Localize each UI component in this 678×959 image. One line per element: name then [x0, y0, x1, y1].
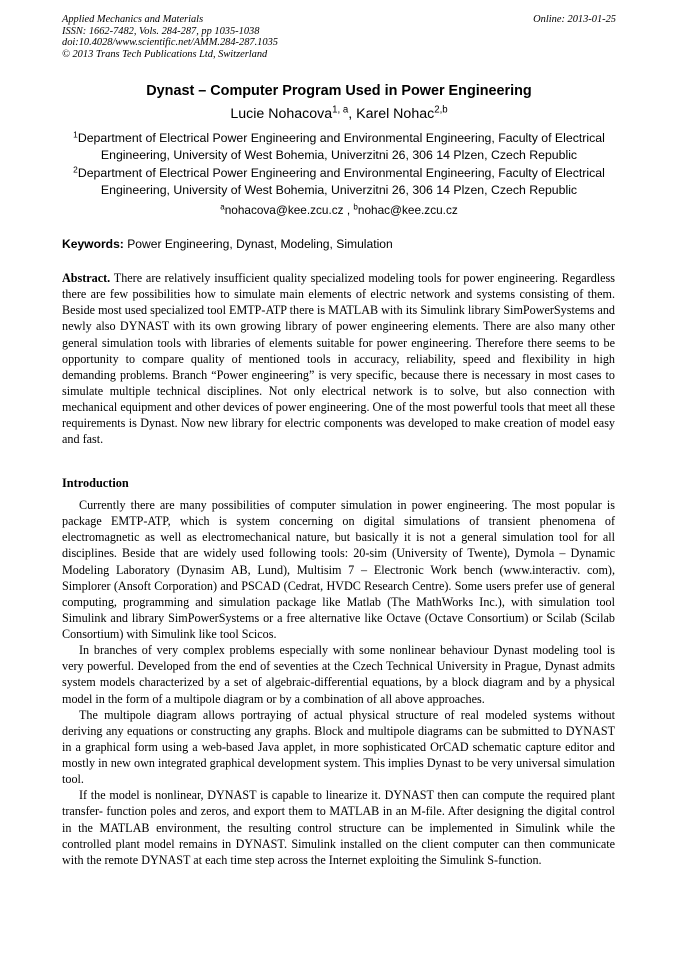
affiliation-1 [62, 130, 616, 163]
intro-paragraph-2: In branches of very complex problems especially with some nonlinear behaviour Dynast modeling tool is very powerful. Developed from the end of seventies at the Czech Technical University in Prague, Dynast admits system models characterized by a set of algebraic-differential equations, by a block diagram and by a physical model in the form of a multipole diagram or by a combination of all above approaches. [62, 643, 615, 706]
author-1-sup: 1, a [332, 104, 349, 116]
keywords-label: Keywords: [62, 237, 124, 251]
email-separator: , [343, 203, 354, 217]
introduction-body [62, 497, 615, 868]
author-1-name: Lucie Nohacova [230, 106, 333, 122]
email-b-mark: b [353, 202, 358, 212]
journal-name: Applied Mechanics and Materials [62, 14, 204, 25]
doi-line: doi:10.4028/www.scientific.net/AMM.284-287.1035 [62, 37, 278, 49]
author-2-name: Karel Nohac [356, 106, 435, 122]
affiliation-1-text: Department of Electrical Power Engineering and Environmental Engineering, Faculty of Electrical Engineering, University of West Bohemia, Univerzitni 26, 306 14 Plzen, Czech Republic [77, 131, 605, 162]
author-line [62, 105, 616, 123]
affiliation-2-text: Department of Electrical Power Engineering and Environmental Engineering, Faculty of Electrical Engineering, University of West Bohemia, Univerzitni 26, 306 14 Plzen, Czech Republic [77, 166, 605, 197]
abstract-text: There are relatively insufficient quality specialized modeling tools for power engineering. Regardless there are few possibilities how to simulate main elements of electric network and systems consisting of them. Beside most used specialized tool EMTP-ATP there is MATLAB with its Simulink library SimPowerSystems and newly also DYNAST with its own growing library of power engineering elements. There are also many other general simulation tools with libraries of elements suitable for power engineering. Therefore there seems to be opportunity to compare quality of mentioned tools in accuracy, reliability, speed and flexibility in high demanding problems. Branch “Power engineering” is very specific, because there is necessary in most cases to simulate multiple technical disciplines. Not only electrical network is to solve, but also connection with mechanical equipment and other devices of power engineering. One of the most powerful tools that meet all these requirements is Dynast. Now new library for electric components was developed to make creation of model easy and fast. [62, 271, 615, 447]
intro-paragraph-4: If the model is nonlinear, DYNAST is capable to linearize it. DYNAST then can compute the required plant transfer- function poles and zeros, and export them to MATLAB in an M-file. After designing the digital control in the MATLAB environment, the resulting control structure can be implemented in Simulink while the controlled plant model remains in DYNAST. Simulink installed on the client computer can then communicate with the remote DYNAST at each time step across the Internet exploiting the Simulink S-function. [62, 788, 615, 867]
introduction-heading: Introduction [62, 476, 129, 490]
intro-paragraph-3: The multipole diagram allows portraying of actual physical structure of real modeled systems without deriving any equations or constructing any graphs. Block and multipole diagrams can be submitted to DYNAST in a graphical form using a web-based Java applet, in more sophisticated OrCAD schematic capture editor and mostly in new own integrated graphical development system. This implies Dynast to be very universal simulation tool. [62, 707, 615, 787]
copyright-line: © 2013 Trans Tech Publications Ltd, Switzerland [62, 48, 268, 60]
intro-paragraph-1: Currently there are many possibilities of computer simulation in power engineering. The most popular is package EMTP-ATP, which is system concerning on digital simulations of transient phenomena of electromagnetic as well as electromechanical nature, but basically it is not a general simulation tool for all disciplines. Beside that are widely used following tools: 20-sim (University of Twente), Dymola – Dynamic Modeling Laboratory (Dynasim AB, Lund), Multisim 7 – Electronic Work bench (www.interactiv. com), Simplorer (Ansoft Corporation) and PSCAD (Cedrat, HVDC Research Centre). Some users prefer use of general computing, programming and simulation package like Matlab (The MathWorks Inc.), with simulation tool Simulink and library SimPowerSystems or a free alternative like Octave (Octave Consortium) or Scilab (Scilab Consortium) with Simulink like tool Scicos. [62, 498, 615, 641]
paper-title: Dynast – Computer Program Used in Power Engineering [146, 83, 532, 99]
affiliation-2 [62, 165, 616, 198]
keywords-text: Power Engineering, Dynast, Modeling, Simulation [123, 237, 393, 251]
issn-line: ISSN: 1662-7482, Vols. 284-287, pp 1035-1038 [62, 25, 260, 37]
email-a-mark: a [220, 202, 225, 212]
affiliation-1-mark: 1 [73, 129, 78, 140]
author-2-sup: 2,b [434, 104, 448, 116]
author-separator: , [348, 106, 357, 122]
email-line [62, 202, 616, 218]
affiliation-2-mark: 2 [73, 164, 78, 175]
page-header [62, 14, 616, 60]
email-a: nohacova@kee.zcu.cz [224, 203, 344, 217]
email-b: nohac@kee.zcu.cz [357, 203, 458, 217]
abstract-label: Abstract. [62, 271, 111, 285]
abstract [62, 270, 615, 447]
keywords [62, 236, 616, 252]
online-date: Online: 2013-01-25 [533, 14, 616, 25]
